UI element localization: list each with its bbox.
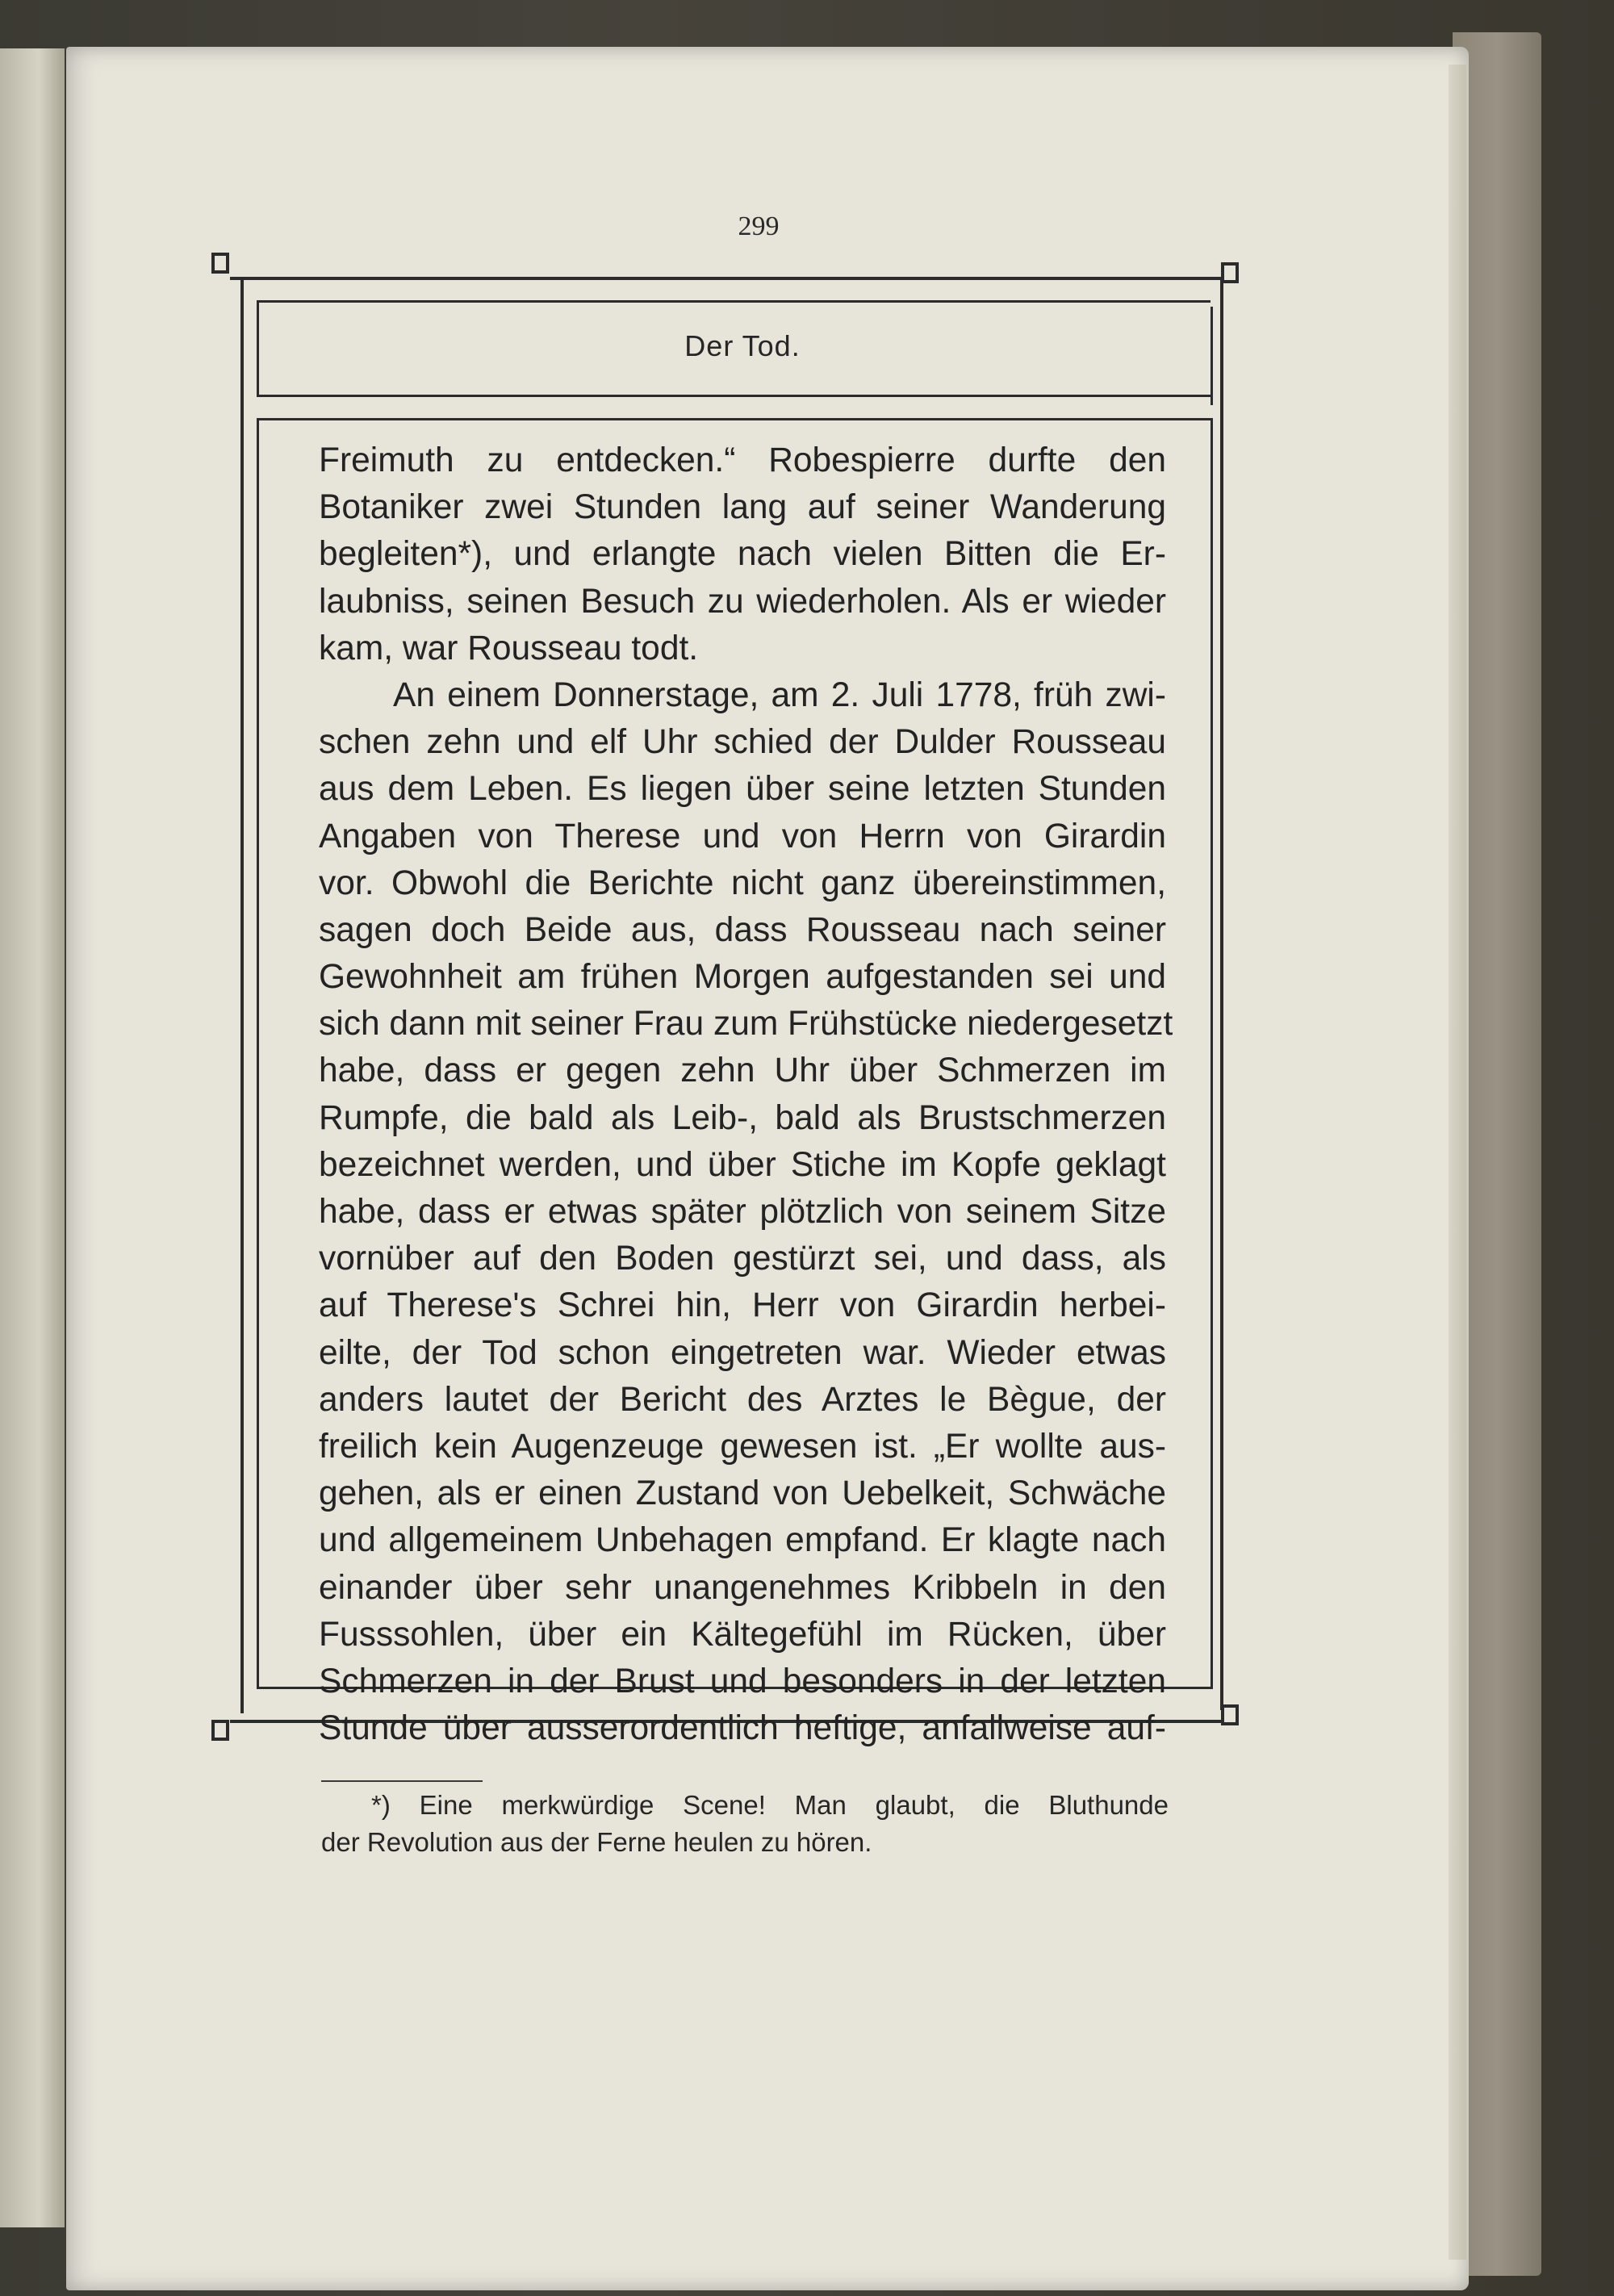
left-page-edge [0, 48, 65, 2227]
text-line: laubniss, seinen Besuch zu wiederholen. Als er wieder [319, 582, 1166, 621]
text-line: einander über sehr unangenehmes Kribbeln in den [319, 1568, 1166, 1607]
text-line: Angaben von Therese und von Herrn von Girardin [319, 817, 1166, 855]
page-number: 299 [738, 211, 780, 241]
footnote-rule [321, 1780, 483, 1782]
frame-corner-bottom-right [1221, 1704, 1239, 1725]
text-line: Fusssohlen, über ein Kältegefühl im Rücken, über [319, 1615, 1166, 1654]
text-line: eilte, der Tod schon eingetreten war. Wieder etwas [319, 1333, 1166, 1372]
frame-corner-bottom-left [211, 1720, 229, 1741]
text-line: vornüber auf den Boden gestürzt sei, und dass, als [319, 1240, 1166, 1278]
text-line: sagen doch Beide aus, dass Rousseau nach seiner [319, 910, 1166, 949]
text-line: gehen, als er einen Zustand von Uebelkeit, Schwäche [319, 1474, 1166, 1513]
page-stack-edge [1449, 65, 1466, 2260]
text-line: Gewohnheit am frühen Morgen aufgestanden sei und [319, 958, 1166, 997]
text-line: freilich kein Augenzeuge gewesen ist. „Er wollte aus- [319, 1427, 1166, 1466]
text-line: kam, war Rousseau todt. [319, 629, 699, 667]
text-line: An einem Donnerstage, am 2. Juli 1778, früh zwi- [393, 675, 1166, 714]
text-line: bezeichnet werden, und über Stiche im Kopfe geklagt [319, 1145, 1166, 1184]
text-line: und allgemeinem Unbehagen empfand. Er klagte nach [319, 1521, 1166, 1560]
text-line: Stunde über ausserordentlich heftige, anfallweise auf- [319, 1709, 1166, 1748]
footnote-line: *) Eine merkwürdige Scene! Man glaubt, die Bluthunde [371, 1790, 1169, 1820]
frame-corner-top-left [211, 253, 229, 274]
text-line: auf Therese's Schrei hin, Herr von Girardin herbei- [319, 1286, 1166, 1325]
text-line: vor. Obwohl die Berichte nicht ganz übereinstimmen, [319, 864, 1166, 902]
running-head: Der Tod. [684, 329, 801, 362]
text-line: Botaniker zwei Stunden lang auf seiner Wanderung [319, 488, 1166, 527]
text-line: Freimuth zu entdecken.“ Robespierre durfte den [319, 441, 1166, 479]
text-line: habe, dass er etwas später plötzlich von seinem Sitze [319, 1193, 1166, 1231]
text-line: anders lautet der Bericht des Arztes le Bègue, der [319, 1380, 1166, 1419]
text-line: begleiten*), und erlangte nach vielen Bitten die Er- [319, 535, 1166, 574]
text-line: sich dann mit seiner Frau zum Frühstücke niedergesetzt [319, 1005, 1173, 1043]
text-line: schen zehn und elf Uhr schied der Dulder Rousseau [319, 723, 1166, 762]
text-line: habe, dass er gegen zehn Uhr über Schmerzen im [319, 1052, 1166, 1090]
text-line: aus dem Leben. Es liegen über seine letzten Stunden [319, 770, 1166, 809]
frame-corner-top-right [1221, 262, 1239, 283]
text-line: Rumpfe, die bald als Leib-, bald als Brustschmerzen [319, 1098, 1166, 1137]
footnote [321, 1787, 1169, 1861]
main-text [319, 437, 1173, 1752]
text-line: Schmerzen in der Brust und besonders in der letzten [319, 1662, 1166, 1700]
footnote-line: der Revolution aus der Ferne heulen zu hören. [321, 1827, 872, 1857]
